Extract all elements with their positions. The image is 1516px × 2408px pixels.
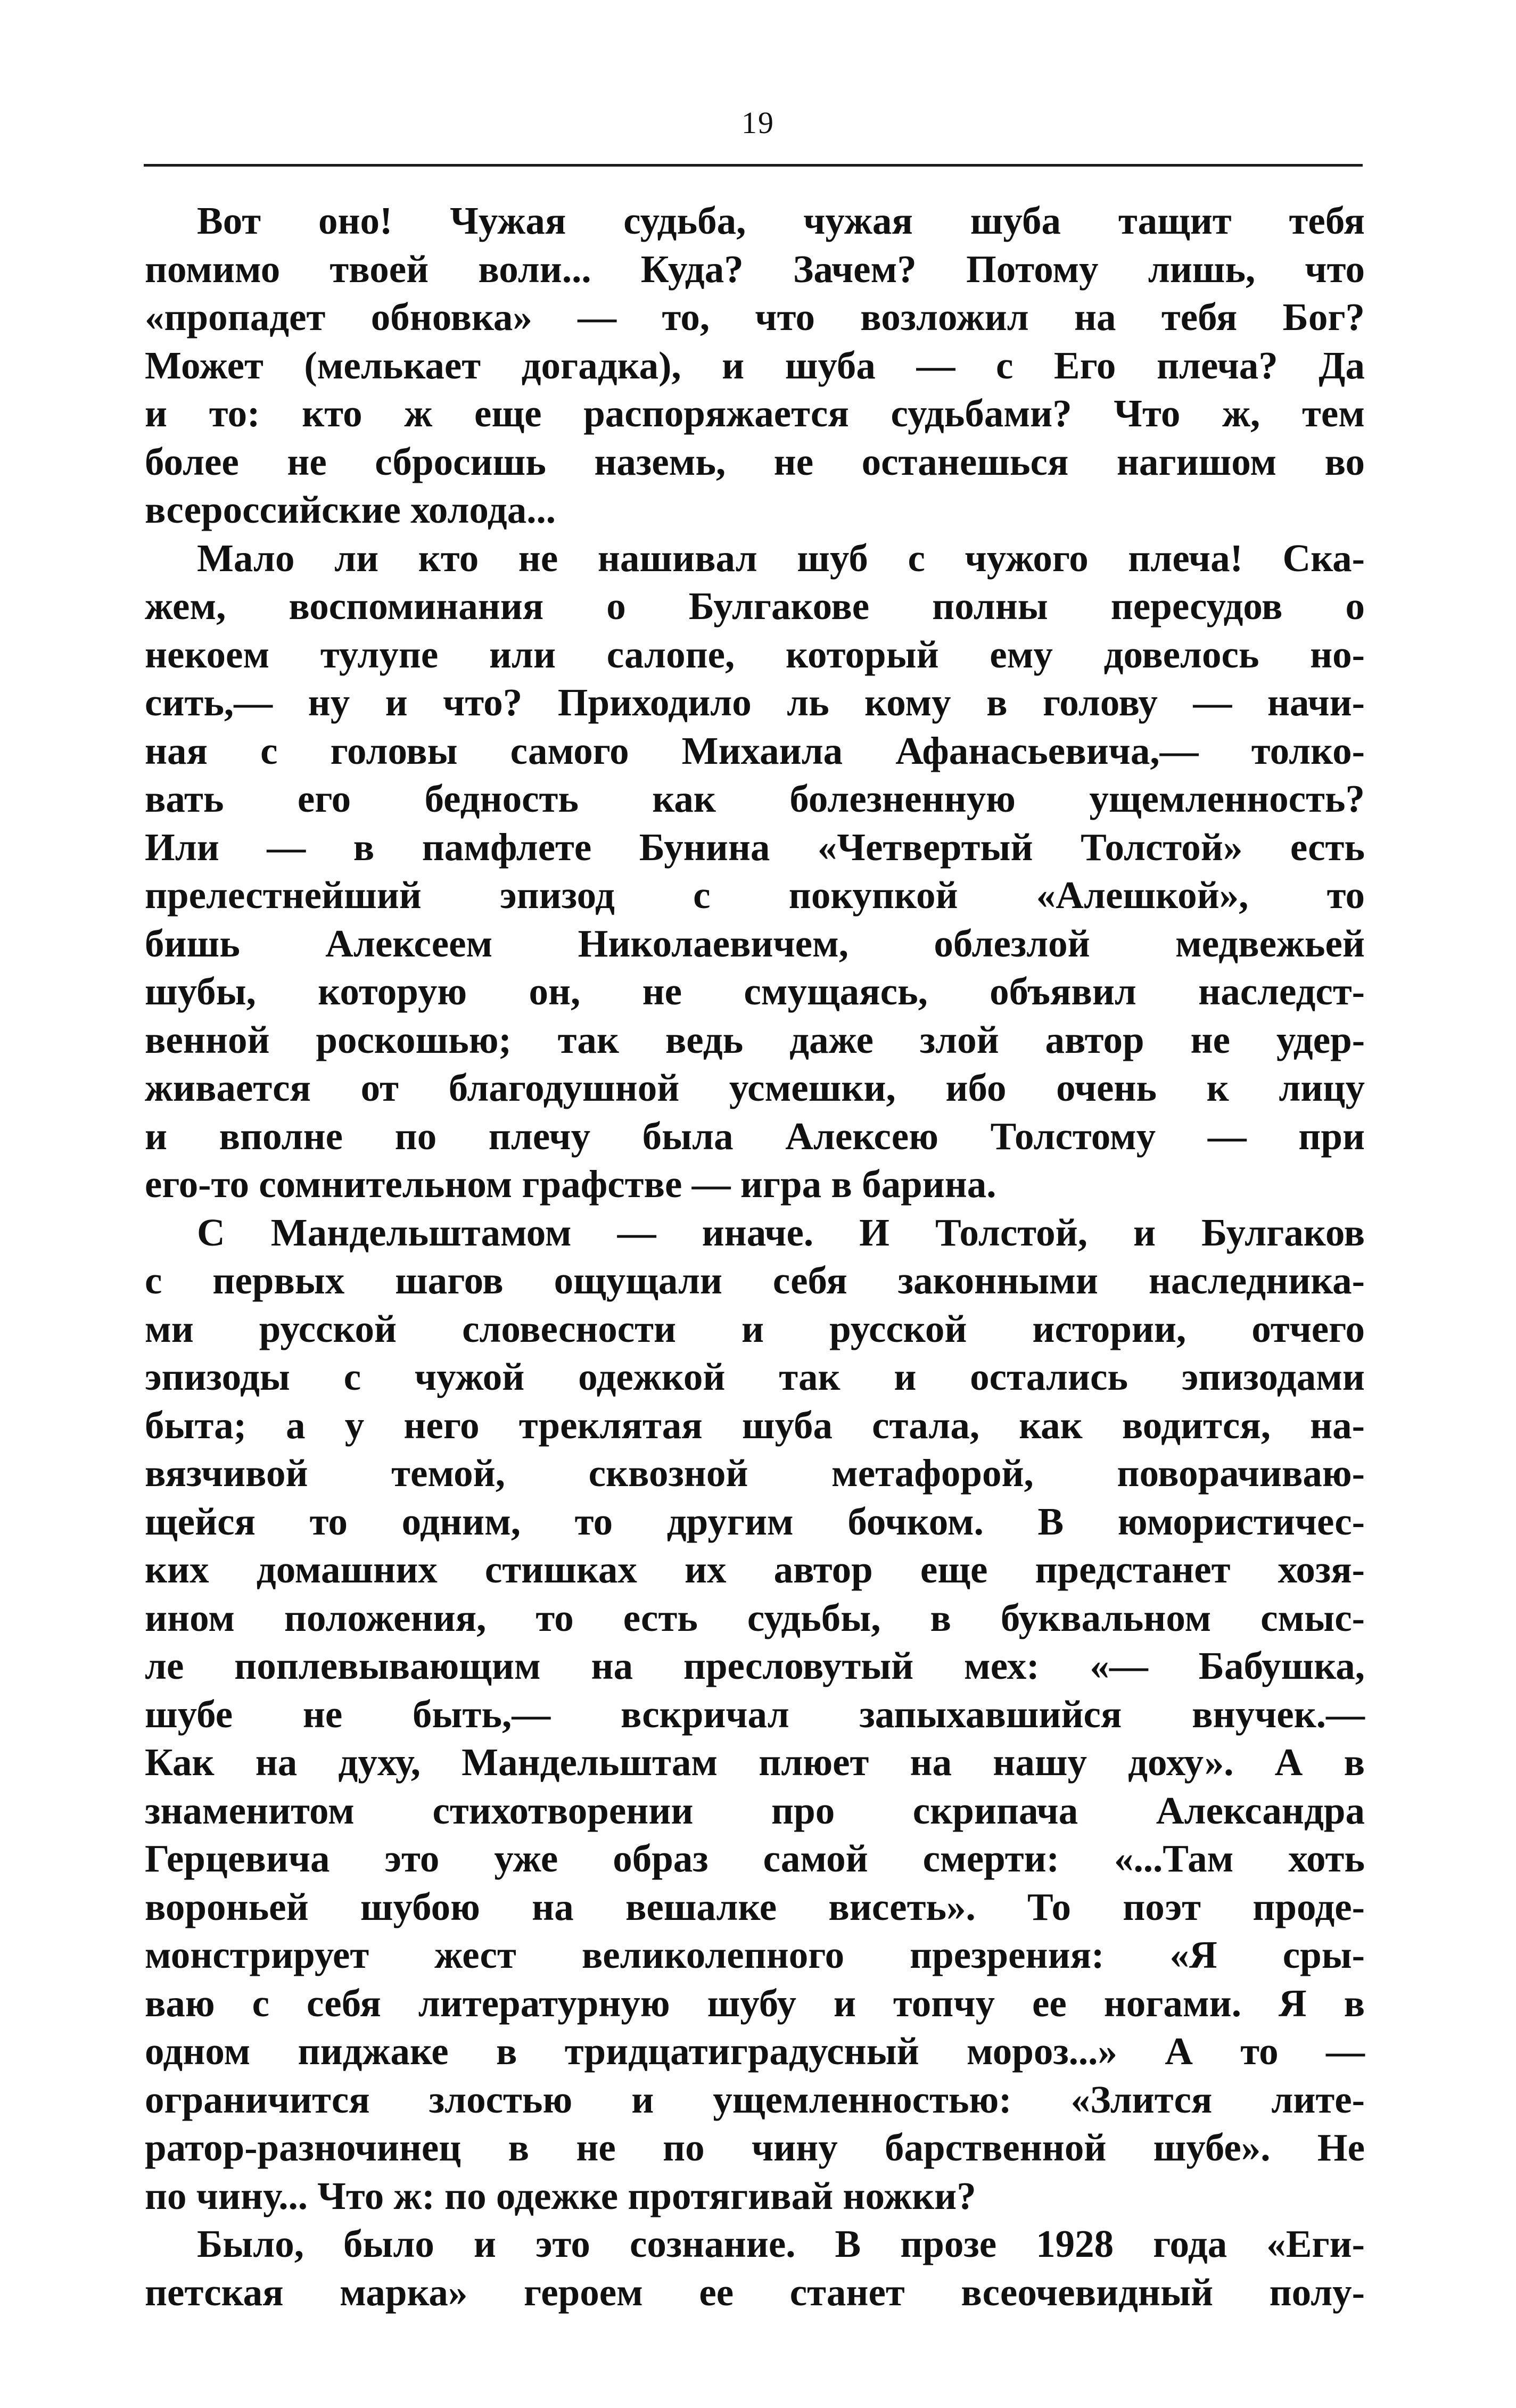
text-line: ми русской словесности и русской истории, отчего — [145, 1307, 1365, 1350]
text-line: быта; а у него треклятая шуба стала, как водится, на- — [145, 1403, 1365, 1447]
text-line: с первых шагов ощущали себя законными наследника- — [145, 1259, 1365, 1302]
text-line: помимо твоей воли... Куда? Зачем? Потому лишь, что — [145, 247, 1365, 291]
text-line: ограничится злостью и ущемленностью: «Злится лите- — [145, 2077, 1365, 2121]
text-line: ле поплевывающим на пресловутый мех: «— Бабушка, — [145, 1644, 1365, 1687]
text-line: одном пиджаке в тридцатиградусный мороз...» А то — — [145, 2030, 1365, 2073]
text-line: жем, воспоминания о Булгакове полны пересудов о — [145, 584, 1365, 628]
page-number: 19 — [741, 105, 775, 140]
text-line: прелестнейший эпизод с покупкой «Алешкой», то — [145, 873, 1365, 917]
text-line: живается от благодушной усмешки, ибо очень к лицу — [145, 1066, 1365, 1109]
text-line: ная с головы самого Михаила Афанасьевича,— толко- — [145, 729, 1365, 772]
text-line: и то: кто ж еще распоряжается судьбами? Что ж, тем — [145, 392, 1365, 435]
header-rule — [144, 164, 1363, 167]
text-line: вать его бедность как болезненную ущемленность? — [145, 777, 1365, 820]
text-line: Было, было и это сознание. В прозе 1928 года «Еги- — [197, 2222, 1365, 2265]
text-line: эпизоды с чужой одежкой так и остались эпизодами — [145, 1355, 1365, 1398]
text-line: ином положения, то есть судьбы, в буквальном смыс- — [145, 1596, 1365, 1639]
text-line: щейся то одним, то другим бочком. В юмористичес- — [145, 1499, 1365, 1543]
text-line: его-то сомнительном графстве — игра в барина. — [145, 1162, 996, 1206]
text-line: Или — в памфлете Бунина «Четвертый Толстой» есть — [145, 825, 1365, 869]
text-line: Мало ли кто не нашивал шуб с чужого плеча! Ска- — [197, 536, 1365, 580]
text-line: венной роскошью; так ведь даже злой автор не удер- — [145, 1018, 1365, 1061]
text-line: всероссийские холода... — [145, 488, 556, 531]
text-line: бишь Алексеем Николаевичем, облезлой медвежьей — [145, 921, 1365, 965]
text-line: ваю с себя литературную шубу и топчу ее ногами. Я в — [145, 1981, 1365, 2025]
text-line: шубе не быть,— вскричал запыхавшийся внучек.— — [145, 1692, 1365, 1736]
text-line: некоем тулупе или салопе, который ему довелось но- — [145, 632, 1365, 676]
text-line: вороньей шубою на вешалке висеть». То поэт проде- — [145, 1885, 1365, 1928]
body-text — [145, 197, 1365, 2316]
text-line: Может (мелькает догадка), и шуба — с Его плеча? Да — [145, 343, 1365, 387]
text-line: и вполне по плечу была Алексею Толстому — при — [145, 1114, 1365, 1158]
text-line: шубы, которую он, не смущаясь, объявил наследст- — [145, 970, 1365, 1013]
text-line: ратор-разночинец в не по чину барственной шубе». Не — [145, 2126, 1365, 2169]
text-line: Вот оно! Чужая судьба, чужая шуба тащит тебя — [197, 199, 1365, 242]
text-line: С Мандельштамом — иначе. И Толстой, и Булгаков — [197, 1210, 1365, 1254]
text-line: вязчивой темой, сквозной метафорой, поворачиваю- — [145, 1452, 1365, 1495]
text-line: более не сбросишь наземь, не останешься нагишом во — [145, 440, 1365, 483]
text-line: петская марка» героем ее станет всеочевидный полу- — [145, 2270, 1365, 2314]
text-line: монстрирует жест великолепного презрения: «Я сры- — [145, 1933, 1365, 1976]
text-line: «пропадет обновка» — то, что возложил на тебя Бог? — [145, 295, 1365, 339]
text-line: по чину... Что ж: по одежке протягивай ножки? — [145, 2174, 976, 2217]
text-line: сить,— ну и что? Приходило ль кому в голову — начи- — [145, 681, 1365, 724]
text-line: Герцевича это уже образ самой смерти: «...Там хоть — [145, 1837, 1365, 1880]
text-line: знаменитом стихотворении про скрипача Александра — [145, 1788, 1365, 1832]
text-line: ких домашних стишках их автор еще предстанет хозя- — [145, 1548, 1365, 1591]
text-line: Как на духу, Мандельштам плюет на нашу доху». А в — [145, 1741, 1365, 1784]
